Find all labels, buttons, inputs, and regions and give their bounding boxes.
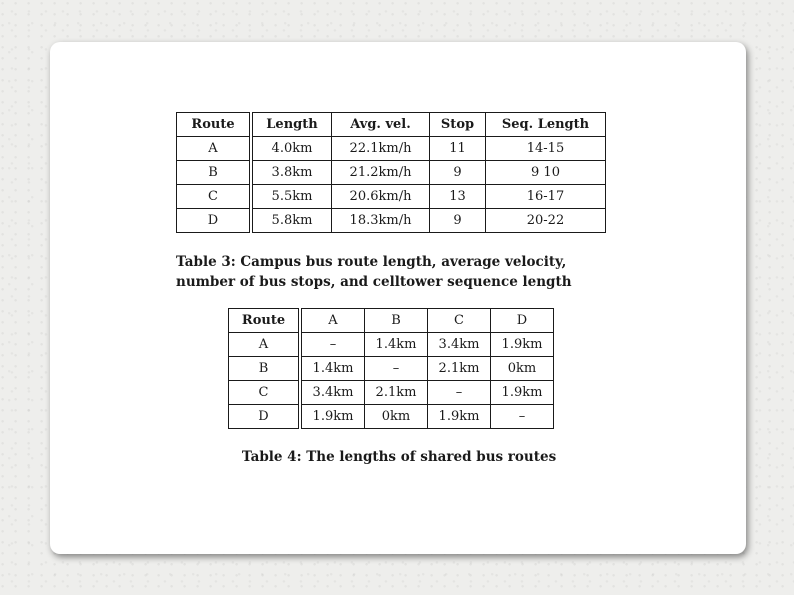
shared-length-cell: 1.4km [365, 333, 428, 357]
route-cell: D [229, 405, 301, 429]
shared-length-cell: 1.9km [491, 333, 554, 357]
bus-route-table [176, 112, 606, 233]
table3-caption: Table 3: Campus bus route length, average velocity, number of bus stops, and celltower sequence length [176, 254, 572, 290]
shared-length-cell: – [428, 381, 491, 405]
table-row [229, 381, 554, 405]
length-cell: 5.8km [251, 209, 332, 233]
shared-length-cell: 2.1km [428, 357, 491, 381]
header-route-a: A [300, 309, 365, 333]
stop-cell: 9 [430, 161, 486, 185]
header-route: Route [229, 309, 301, 333]
table-row [177, 137, 606, 161]
shared-length-cell: – [491, 405, 554, 429]
header-length: Length [251, 113, 332, 137]
seq-length-cell: 14-15 [486, 137, 606, 161]
length-cell: 4.0km [251, 137, 332, 161]
stop-cell: 13 [430, 185, 486, 209]
route-cell: C [177, 185, 252, 209]
table-row [229, 333, 554, 357]
route-cell: D [177, 209, 252, 233]
stop-cell: 11 [430, 137, 486, 161]
slide-panel [50, 42, 746, 554]
table-row [177, 185, 606, 209]
shared-routes-table [228, 308, 554, 429]
length-cell: 3.8km [251, 161, 332, 185]
table-row [229, 405, 554, 429]
shared-length-cell: 1.4km [300, 357, 365, 381]
avg-vel-cell: 22.1km/h [332, 137, 430, 161]
shared-length-cell: 1.9km [300, 405, 365, 429]
avg-vel-cell: 20.6km/h [332, 185, 430, 209]
table-header-row [229, 309, 554, 333]
shared-length-cell: 2.1km [365, 381, 428, 405]
route-cell: B [229, 357, 301, 381]
stop-cell: 9 [430, 209, 486, 233]
route-cell: A [177, 137, 252, 161]
shared-length-cell: – [300, 333, 365, 357]
shared-length-cell: 0km [365, 405, 428, 429]
header-stop: Stop [430, 113, 486, 137]
table-row [177, 209, 606, 233]
shared-length-cell: 1.9km [428, 405, 491, 429]
route-cell: A [229, 333, 301, 357]
header-route-d: D [491, 309, 554, 333]
shared-length-cell: 1.9km [491, 381, 554, 405]
header-route-c: C [428, 309, 491, 333]
shared-length-cell: 3.4km [300, 381, 365, 405]
avg-vel-cell: 18.3km/h [332, 209, 430, 233]
route-cell: C [229, 381, 301, 405]
length-cell: 5.5km [251, 185, 332, 209]
seq-length-cell: 9 10 [486, 161, 606, 185]
header-avg-vel: Avg. vel. [332, 113, 430, 137]
seq-length-cell: 20-22 [486, 209, 606, 233]
route-cell: B [177, 161, 252, 185]
avg-vel-cell: 21.2km/h [332, 161, 430, 185]
table4-caption: Table 4: The lengths of shared bus routes [241, 449, 557, 465]
shared-length-cell: 3.4km [428, 333, 491, 357]
shared-length-cell: 0km [491, 357, 554, 381]
header-route: Route [177, 113, 252, 137]
header-route-b: B [365, 309, 428, 333]
seq-length-cell: 16-17 [486, 185, 606, 209]
table-row [229, 357, 554, 381]
table-header-row [177, 113, 606, 137]
shared-length-cell: – [365, 357, 428, 381]
header-seq-length: Seq. Length [486, 113, 606, 137]
table-row [177, 161, 606, 185]
